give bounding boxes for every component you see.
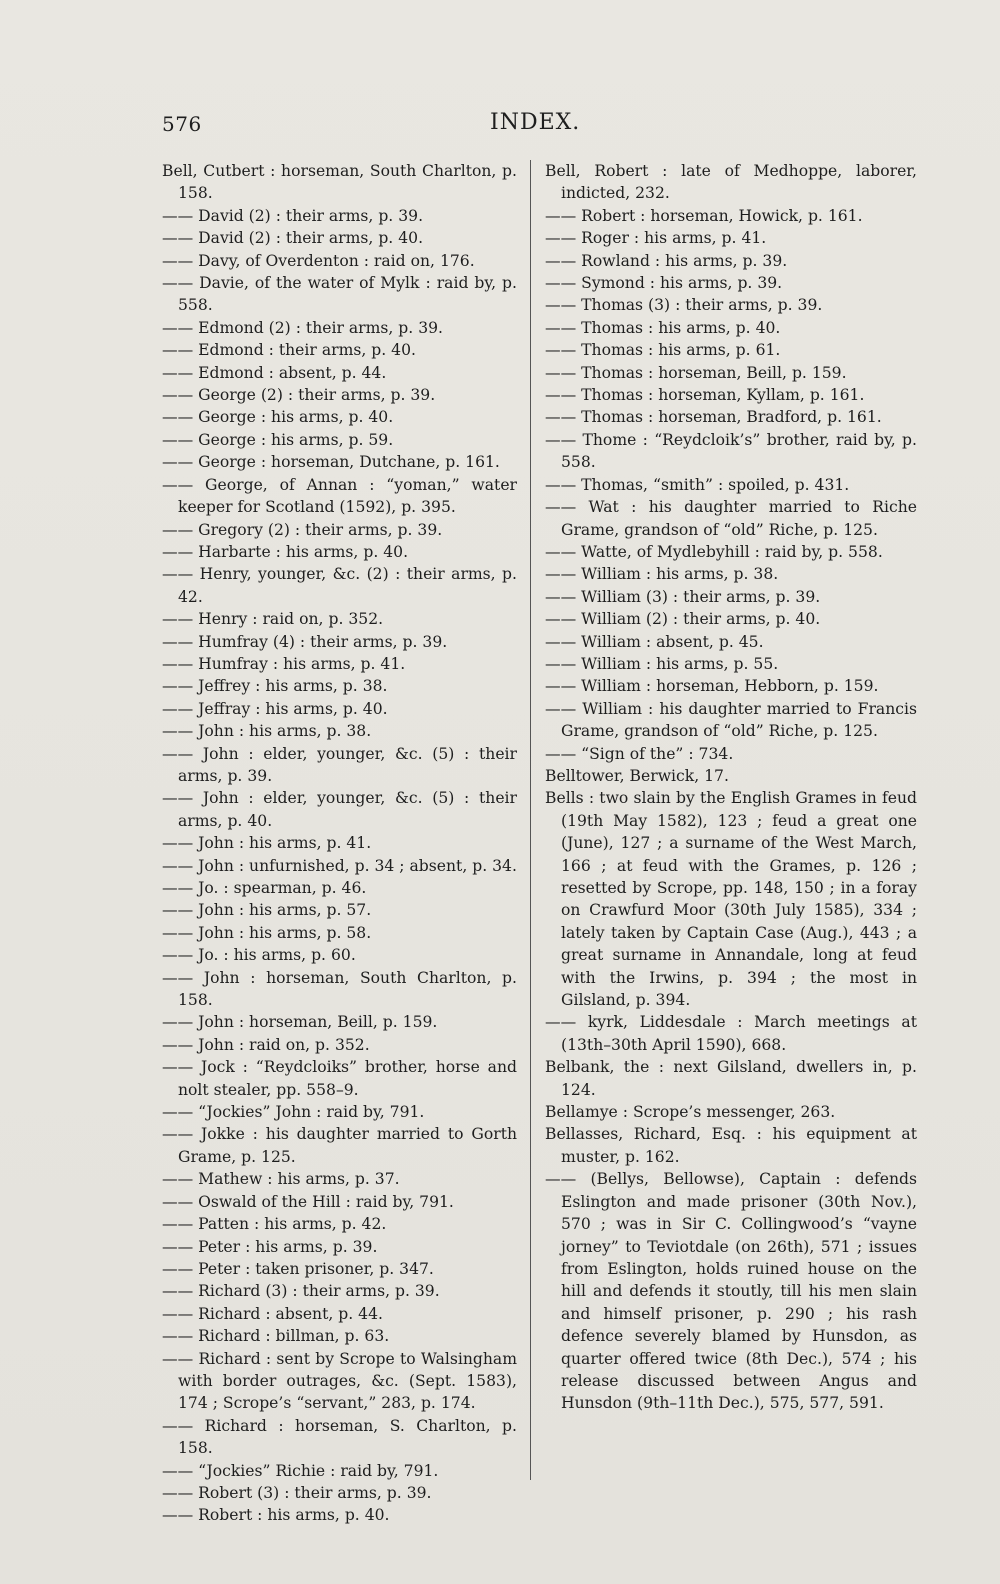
index-entry: —— “Jockies” Richie : raid by, 791. [162,1461,439,1480]
index-entry: —— Robert (3) : their arms, p. 39. [162,1483,432,1502]
index-entry: —— William (2) : their arms, p. 40. [545,610,821,629]
index-entry: —— Richard : absent, p. 44. [162,1304,383,1323]
index-entry: —— Robert : horseman, Howick, p. 161. [545,206,863,225]
index-entry: —— John : his arms, p. 38. [162,722,372,741]
index-entry: —— David (2) : their arms, p. 39. [162,206,424,225]
index-entry: —— Edmond : their arms, p. 40. [162,341,416,360]
index-entry: —— Jeffray : his arms, p. 40. [162,699,388,718]
index-entry: Belltower, Berwick, 17. [545,766,729,785]
index-entry: —— Jock : “Reydcloiks” brother, horse and nolt stealer, pp. 558–9. [162,1058,517,1099]
index-entry: —— David (2) : their arms, p. 40. [162,229,424,248]
index-entry: —— Peter : his arms, p. 39. [162,1237,378,1256]
index-entry: —— Thomas (3) : their arms, p. 39. [545,296,823,315]
index-entry: —— kyrk, Liddesdale : March meetings at (13th–30th April 1590), 668. [545,1013,917,1054]
index-entry: —— Wat : his daughter married to Riche Grame, grandson of “old” Riche, p. 125. [545,498,917,539]
index-entry: —— Thomas : horseman, Bradford, p. 161. [545,408,882,427]
index-entry: —— William (3) : their arms, p. 39. [545,587,821,606]
index-entry: —— William : his daughter married to Francis Grame, grandson of “old” Riche, p. 125. [545,699,917,741]
index-entry: —— John : elder, younger, &c. (5) : their arms, p. 40. [162,789,517,830]
index-entry: —— Richard : horseman, S. Charlton, p. 158. [162,1416,517,1458]
index-entry: Belbank, the : next Gilsland, dwellers in, p. 124. [545,1058,917,1099]
index-entry: —— John : horseman, Beill, p. 159. [162,1013,438,1032]
index-entry: —— Jeffrey : his arms, p. 38. [162,677,388,696]
index-entry: —— Jokke : his daughter married to Gorth Grame, p. 125. [162,1125,517,1166]
index-entry: —— Rowland : his arms, p. 39. [545,251,788,270]
index-entry: —— George : his arms, p. 40. [162,408,394,427]
index-entry: Bell, Robert : late of Medhoppe, laborer, indicted, 232. [545,162,917,203]
index-entry: —— John : elder, younger, &c. (5) : their arms, p. 39. [162,744,517,785]
index-entry: —— “Jockies” John : raid by, 791. [162,1103,425,1122]
index-entry: —— Roger : his arms, p. 41. [545,229,767,248]
index-entry: —— William : absent, p. 45. [545,632,764,651]
index-entry: —— Edmond (2) : their arms, p. 39. [162,318,444,337]
index-entry: —— Henry, younger, &c. (2) : their arms, p. 42. [162,565,517,606]
index-entry: —— Richard : sent by Scrope to Walsingham with border outrages, &c. (Sept. 1583), 174 ; Scrope’s “servant,” 283, p. 174. [162,1349,517,1413]
index-entry: —— Thomas : horseman, Kyllam, p. 161. [545,386,865,405]
index-entry: —— Patten : his arms, p. 42. [162,1215,387,1234]
index-entry: Bell, Cutbert : horseman, South Charlton, p. 158. [162,162,517,203]
index-entry: —— Oswald of the Hill : raid by, 791. [162,1192,454,1211]
column-divider [530,160,531,1480]
index-entry: —— John : his arms, p. 58. [162,923,372,942]
index-entry: —— Thome : “Reydcloik’s” brother, raid by, p. 558. [545,430,917,472]
index-entry: —— Symond : his arms, p. 39. [545,274,783,293]
index-entry: —— George (2) : their arms, p. 39. [162,386,436,405]
index-entry: —— Davy, of Overdenton : raid on, 176. [162,251,475,270]
index-entry: —— Jo. : spearman, p. 46. [162,879,367,897]
index-entry: —— John : unfurnished, p. 34 ; absent, p. 34. [162,856,517,875]
index-entry: —— John : horseman, South Charlton, p. 158. [162,968,517,1010]
index-entry: —— William : his arms, p. 38. [545,565,779,584]
index-column-right [545,160,917,1415]
index-entry: —— Thomas, “smith” : spoiled, p. 431. [545,475,850,494]
index-entry: —— Mathew : his arms, p. 37. [162,1170,400,1189]
index-entry: —— Robert : his arms, p. 40. [162,1506,390,1525]
index-entry: —— Humfray (4) : their arms, p. 39. [162,632,448,651]
index-entry: —— Henry : raid on, p. 352. [162,610,384,629]
page-number: 576 [162,112,202,136]
index-entry: —— William : his arms, p. 55. [545,654,779,673]
index-entry: —— Richard (3) : their arms, p. 39. [162,1282,440,1301]
index-entry: —— Peter : taken prisoner, p. 347. [162,1259,434,1278]
index-entry: —— John : his arms, p. 41. [162,834,372,853]
index-column-left [162,160,517,1527]
index-entry: —— Edmond : absent, p. 44. [162,363,387,382]
index-entry: —— George : horseman, Dutchane, p. 161. [162,453,500,472]
index-entry: —— George : his arms, p. 59. [162,430,394,449]
index-entry: —— (Bellys, Bellowse), Captain : defends Eslington and made prisoner (30th Nov.), 570 ; was in Sir C. Collingwood’s “vayne jorney” to Teviotdale (on 26th), 571 ; issues from Eslington, holds ruined house on the hill and defends it stoutly, till his men slain and himself prisoner, p. 290 ; his rash defence severely blamed by Hunsdon, as quarter offered twice (8th Dec.), 574 ; his release discussed between Angus and Hunsdon (9th–11th Dec.), 575, 577, 591. [545,1170,917,1413]
index-entry: —— Watte, of Mydlebyhill : raid by, p. 558. [545,542,883,561]
index-entry: —— Jo. : his arms, p. 60. [162,946,356,965]
index-entry: Bellamye : Scrope’s messenger, 263. [545,1103,836,1122]
index-entry: —— William : horseman, Hebborn, p. 159. [545,677,879,696]
index-entry: —— Richard : billman, p. 63. [162,1327,390,1346]
index-entry: —— Thomas : his arms, p. 40. [545,318,781,337]
index-entry: —— John : raid on, p. 352. [162,1035,370,1054]
index-entry: —— Thomas : his arms, p. 61. [545,341,781,360]
running-head-title: INDEX. [490,110,581,135]
index-entry: —— Gregory (2) : their arms, p. 39. [162,520,443,539]
index-entry: —— Davie, of the water of Mylk : raid by, p. 558. [162,274,517,315]
index-entry: —— Thomas : horseman, Beill, p. 159. [545,363,847,382]
index-entry: —— Humfray : his arms, p. 41. [162,654,406,673]
index-entry: —— George, of Annan : “yoman,” water keeper for Scotland (1592), p. 395. [162,475,517,517]
index-entry: Bells : two slain by the English Grames in feud (19th May 1582), 123 ; feud a great one (June), 127 ; a surname of the West March, 166 ; at feud with the Grames, p. 126 ; resetted by Scrope, pp. 148, 150 ; in a foray on Crawfurd Moor (30th July 1585), 334 ; lately taken by Captain Case (Aug.), 443 ; a great surname in Annandale, long at feud with the Irwins, p. 394 ; the most in Gilsland, p. 394. [545,789,917,1010]
index-entry: —— Harbarte : his arms, p. 40. [162,542,409,561]
index-entry: —— “Sign of the” : 734. [545,744,734,763]
index-entry: —— John : his arms, p. 57. [162,901,372,920]
index-entry: Bellasses, Richard, Esq. : his equipment at muster, p. 162. [545,1125,917,1166]
